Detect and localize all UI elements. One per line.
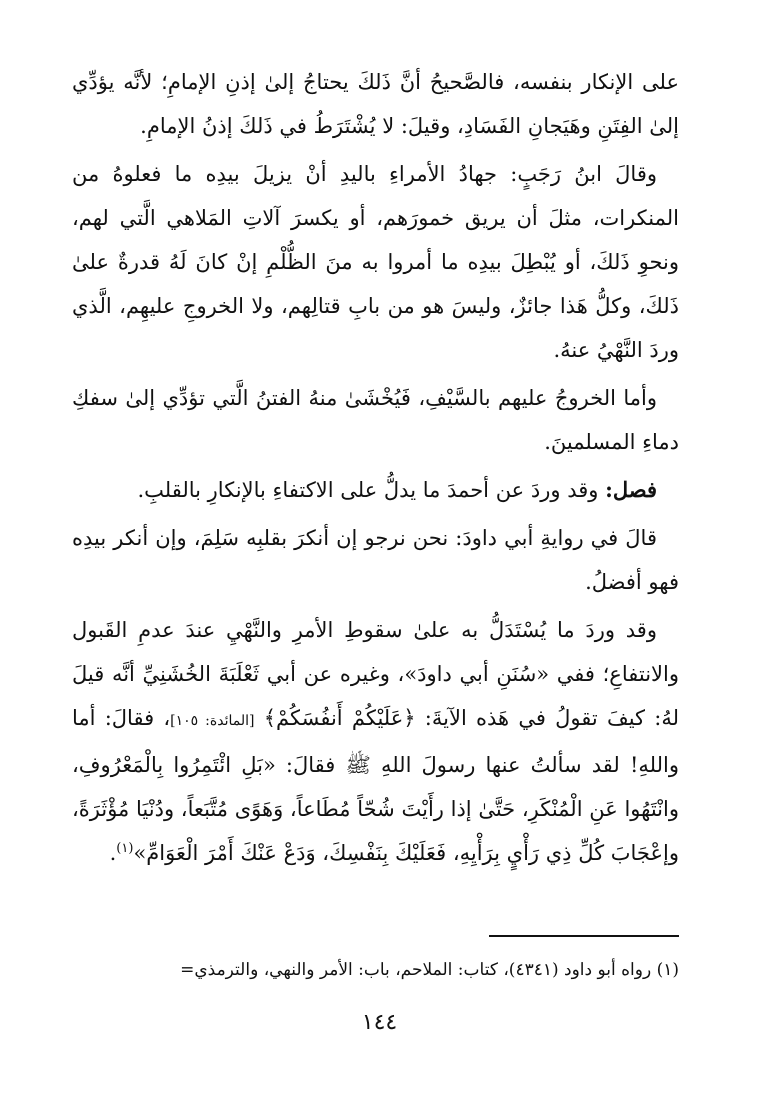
- paragraph-fasl: [72, 468, 679, 512]
- paragraph-1: [72, 60, 679, 148]
- paragraph-6-text-after: ، فقالَ: أما واللهِ! لقد سألتُ عنها رسولَ اللهِ ﷺ فقالَ: «بَلِ ائْتَمِرُوا بِالْمَعْرُوفِ، وانْتَهُوا عَنِ الْمُنْكَرِ، حَتَّىٰ إذا رأَيْتَ شُحّاً مُطَاعاً، وَهَوًى مُتَّبَعاً، ودُنْيَا مُؤْثَرَةً، وإعْجَابَ كُلِّ ذِي رَأْيٍ بِرَأْيِهِ، فَعَلَيْكَ بِنَفْسِكَ، وَدَعْ عَنْكَ أَمْرَ الْعَوَامِّ»: [72, 706, 679, 865]
- footnote-divider: [489, 935, 679, 937]
- footnote: [90, 956, 679, 984]
- paragraph-5-text: قالَ في روايةِ أبي داودَ: نحن نرجو إن أنكرَ بقلبِه سَلِمَ، وإن أنكر بيدِه فهو أفضلُ.: [72, 526, 679, 594]
- paragraph-2-text: وقالَ ابنُ رَجَبٍ: جهادُ الأمراءِ باليدِ أنْ يزيلَ بيدِه ما فعلوهُ من المنكرات، مثلَ أن يريق خمورَهم، أو يكسرَ آلاتِ المَلاهي الَّتي لهم، ونحوِ ذَلكَ، أو يُبْطِلَ بيدِه ما أمروا به منَ الظُّلْمِ إنْ كانَ لَهُ قدرةٌ علىٰ ذَلكَ، وكلُّ هَذا جائزٌ، وليسَ هو من بابِ قتالِهم، ولا الخروجِ عليهِم، الَّذي وردَ النَّهْيُ عنهُ.: [72, 162, 679, 362]
- paragraph-5: [72, 516, 679, 604]
- paragraph-2: [72, 152, 679, 372]
- paragraph-3: [72, 376, 679, 464]
- page-body: [72, 60, 679, 879]
- quran-reference: [المائدة: ١٠٥]: [170, 713, 255, 729]
- paragraph-6-end: .: [109, 841, 117, 865]
- footnote-marker[interactable]: (١): [116, 841, 134, 856]
- paragraph-6-text-before: وقد وردَ ما يُسْتَدَلُّ به علىٰ سقوطِ الأمرِ والنَّهْيِ عندَ عدمِ القَبول والانتفاعِ؛ ففي «سُنَنِ أبي داودَ»، وغيره عن أبي ثَعْلَبَةَ الخُشَنِيِّ أنَّه قيلَ لهُ: كيفَ تقولُ في هَذه الآيةَ: ﴿عَلَيْكُمْ أَنفُسَكُمْ﴾: [72, 618, 679, 730]
- page-number: ١٤٤: [361, 1010, 398, 1035]
- paragraph-3-text: وأما الخروجُ عليهم بالسَّيْفِ، فَيُخْشَىٰ منهُ الفتنُ الَّتي تؤدِّي إلىٰ سفكِ دماءِ المسلمينَ.: [72, 386, 679, 454]
- section-label: فصل:: [605, 477, 657, 502]
- paragraph-1-text: على الإنكار بنفسه، فالصَّحيحُ أنَّ ذَلكَ يحتاجُ إلىٰ إذنِ الإمامِ؛ لأنَّه يؤدِّي إلىٰ الفِتَنِ وهَيَجانِ الفَسَادِ، وقيلَ: لا يُشْتَرَطُ في ذَلكَ إذنُ الإمامِ.: [72, 70, 679, 138]
- paragraph-6: [72, 608, 679, 875]
- paragraph-fasl-text: وقد وردَ عن أحمدَ ما يدلُّ على الاكتفاءِ بالإنكارِ بالقلبِ.: [137, 478, 599, 502]
- footnote-text: (١) رواه أبو داود (٤٣٤١)، كتاب: الملاحم، باب: الأمر والنهي، والترمذي=: [180, 960, 679, 980]
